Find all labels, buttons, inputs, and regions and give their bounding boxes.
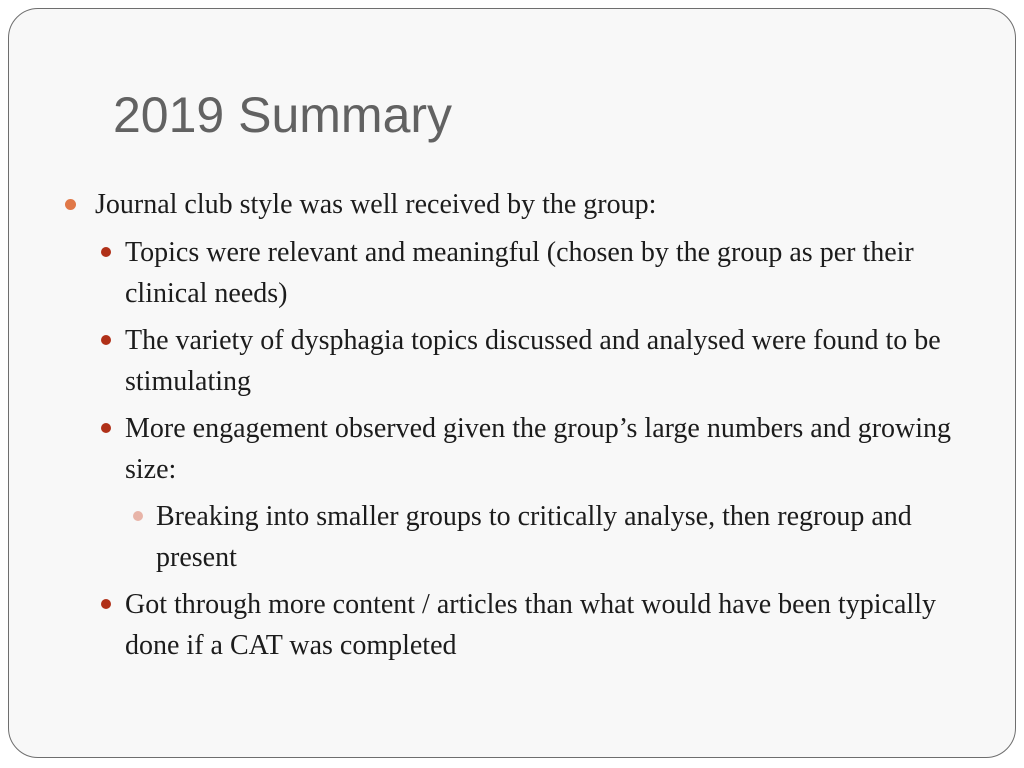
bullet-item-engagement <box>125 408 955 490</box>
slide-title: 2019 Summary <box>113 87 453 143</box>
bullet-text: More engagement observed given the group’s large numbers and growing size: <box>125 413 952 485</box>
bullet-dot-icon <box>101 335 111 345</box>
bullet-item-variety <box>125 320 955 402</box>
bullet-dot-icon <box>101 247 111 257</box>
bullet-text: Topics were relevant and meaningful (chosen by the group as per their clinical needs) <box>125 237 914 309</box>
bullet-text: Got through more content / articles than what would have been typically done if a CAT was completed <box>125 589 936 661</box>
bullet-text: The variety of dysphagia topics discussed and analysed were found to be stimulating <box>125 325 941 397</box>
bullet-item-content <box>125 584 955 666</box>
bullet-item-journal-club <box>95 185 656 225</box>
bullet-item-smaller-groups <box>156 496 956 578</box>
bullet-dot-icon <box>101 423 111 433</box>
bullet-item-topics <box>125 232 955 314</box>
slide <box>8 8 1016 758</box>
bullet-text: Journal club style was well received by the group: <box>95 189 657 220</box>
bullet-dot-icon <box>101 599 111 609</box>
bullet-list <box>9 9 1017 759</box>
bullet-dot-icon <box>133 511 143 521</box>
bullet-dot-icon <box>65 199 76 210</box>
bullet-text: Breaking into smaller groups to critically analyse, then regroup and present <box>156 501 912 573</box>
